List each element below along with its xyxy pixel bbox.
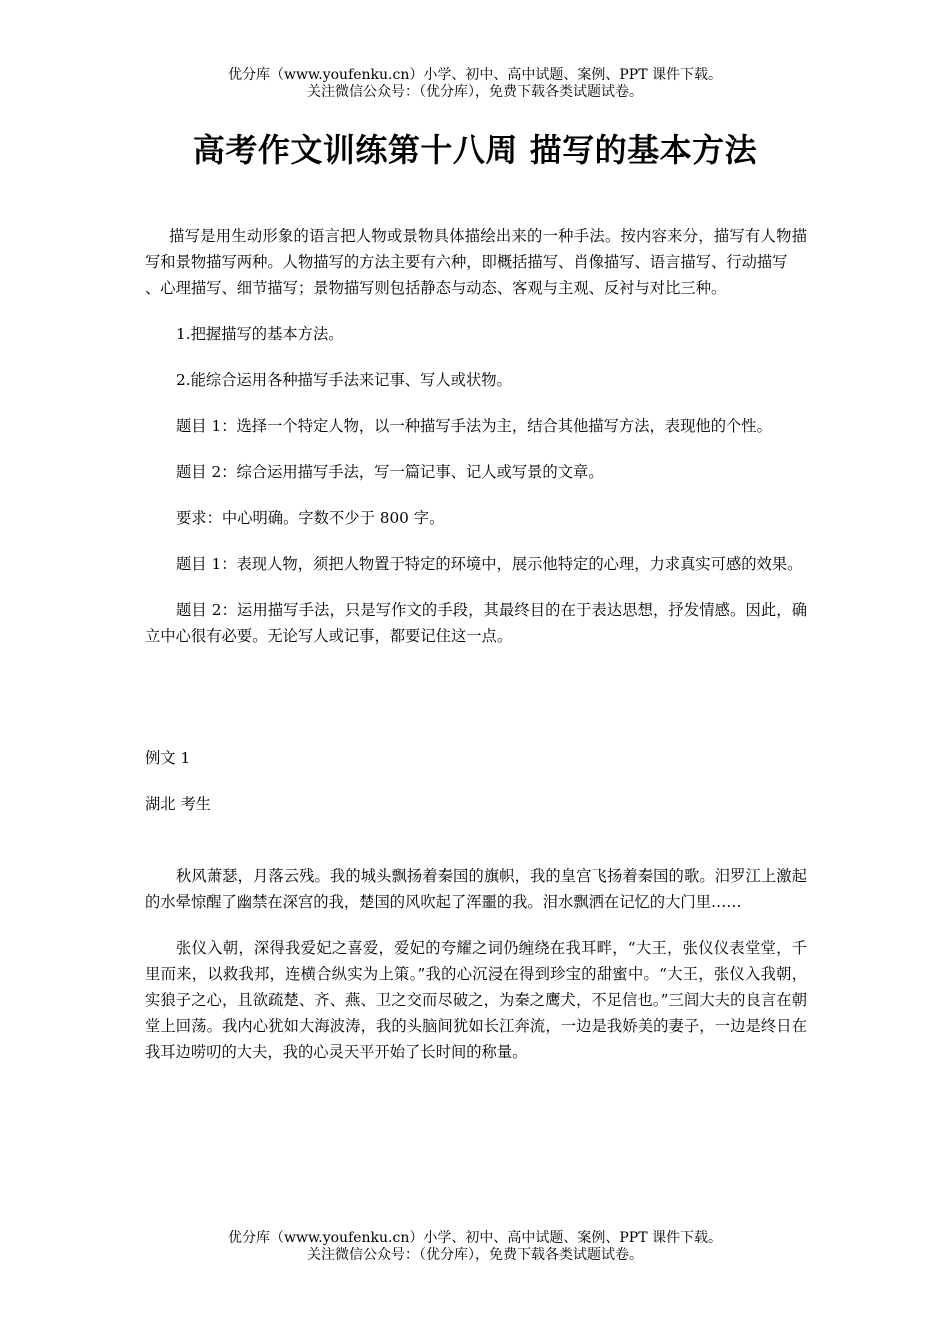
example-paragraph-1: 秋风萧瑟，月落云残。我的城头飘扬着秦国的旗帜，我的皇宫飞扬着秦国的歌。汨罗江上激起的水晕惊醒了幽禁在深宫的我，楚国的风吹起了浑噩的我。泪水飘洒在记忆的大门里…… <box>145 867 807 911</box>
footer-line-1: 优分库（www.youfenku.cn）小学、初中、高中试题、案例、PPT 课件下载。 <box>227 1230 722 1246</box>
topic-item-1: 题目 1：选择一个特定人物，以一种描写手法为主，结合其他描写方法，表现他的个性。 <box>176 417 772 435</box>
page-title: 高考作文训练第十八周 描写的基本方法 <box>192 131 758 169</box>
tip-item-2: 题目 2：运用描写手法，只是写作文的手段，其最终目的在于表达思想，抒发情感。因此，确立中心很有必要。无论写人或记事，都要记住这一点。 <box>145 601 807 645</box>
goal-item-1: 1.把握描写的基本方法。 <box>176 325 344 343</box>
requirement-text: 要求：中心明确。字数不少于 800 字。 <box>176 509 445 527</box>
intro-paragraph-part-1: 描写是用生动形象的语言把人物或景物具体描绘出来的一种手法。按内容来分，描写有人物描写和景物描写两种。人物描写的方法主要有六种，即概括描写、肖像描写、语言描写、行动描写 <box>145 227 807 271</box>
tip-item-1: 题目 1：表现人物，须把人物置于特定的环境中，展示他特定的心理，力求真实可感的效果。 <box>176 555 803 573</box>
example-paragraph-2: 张仪入朝，深得我爱妃之喜爱，爱妃的夸耀之词仍缠绕在我耳畔，“大王，张仪仪表堂堂，千里而来，以救我邦，连横合纵实为上策。”我的心沉浸在得到珍宝的甜蜜中。“大王，张仪入我朝，实狼子之心，且欲疏楚、齐、燕、卫之交而尽破之，为秦之鹰犬，不足信也。”三闾大夫的良言在朝堂上回荡。我内心犹如大海波涛，我的头脑间犹如长江奔流，一边是我娇美的妻子，一边是终日在我耳边唠叨的大夫，我的心灵天平开始了长时间的称量。 <box>145 939 807 1061</box>
example-author: 湖北 考生 <box>145 795 212 813</box>
page-header <box>0 67 950 101</box>
example-label: 例文 1 <box>145 749 191 767</box>
header-line-1: 优分库（www.youfenku.cn）小学、初中、高中试题、案例、PPT 课件下载。 <box>227 67 722 83</box>
footer-line-2: 关注微信公众号：（优分库），免费下载各类试题试卷。 <box>307 1247 643 1263</box>
page-footer <box>0 1230 950 1264</box>
topic-item-2: 题目 2：综合运用描写手法，写一篇记事、记人或写景的文章。 <box>176 463 604 481</box>
header-line-2: 关注微信公众号：（优分库），免费下载各类试题试卷。 <box>307 84 643 100</box>
document-body <box>145 223 807 1065</box>
goal-item-2: 2.能综合运用各种描写手法来记事、写人或状物。 <box>176 371 512 389</box>
intro-paragraph-part-2: 、心理描写、细节描写；景物描写则包括静态与动态、客观与主观、反衬与对比三种。 <box>145 279 727 297</box>
